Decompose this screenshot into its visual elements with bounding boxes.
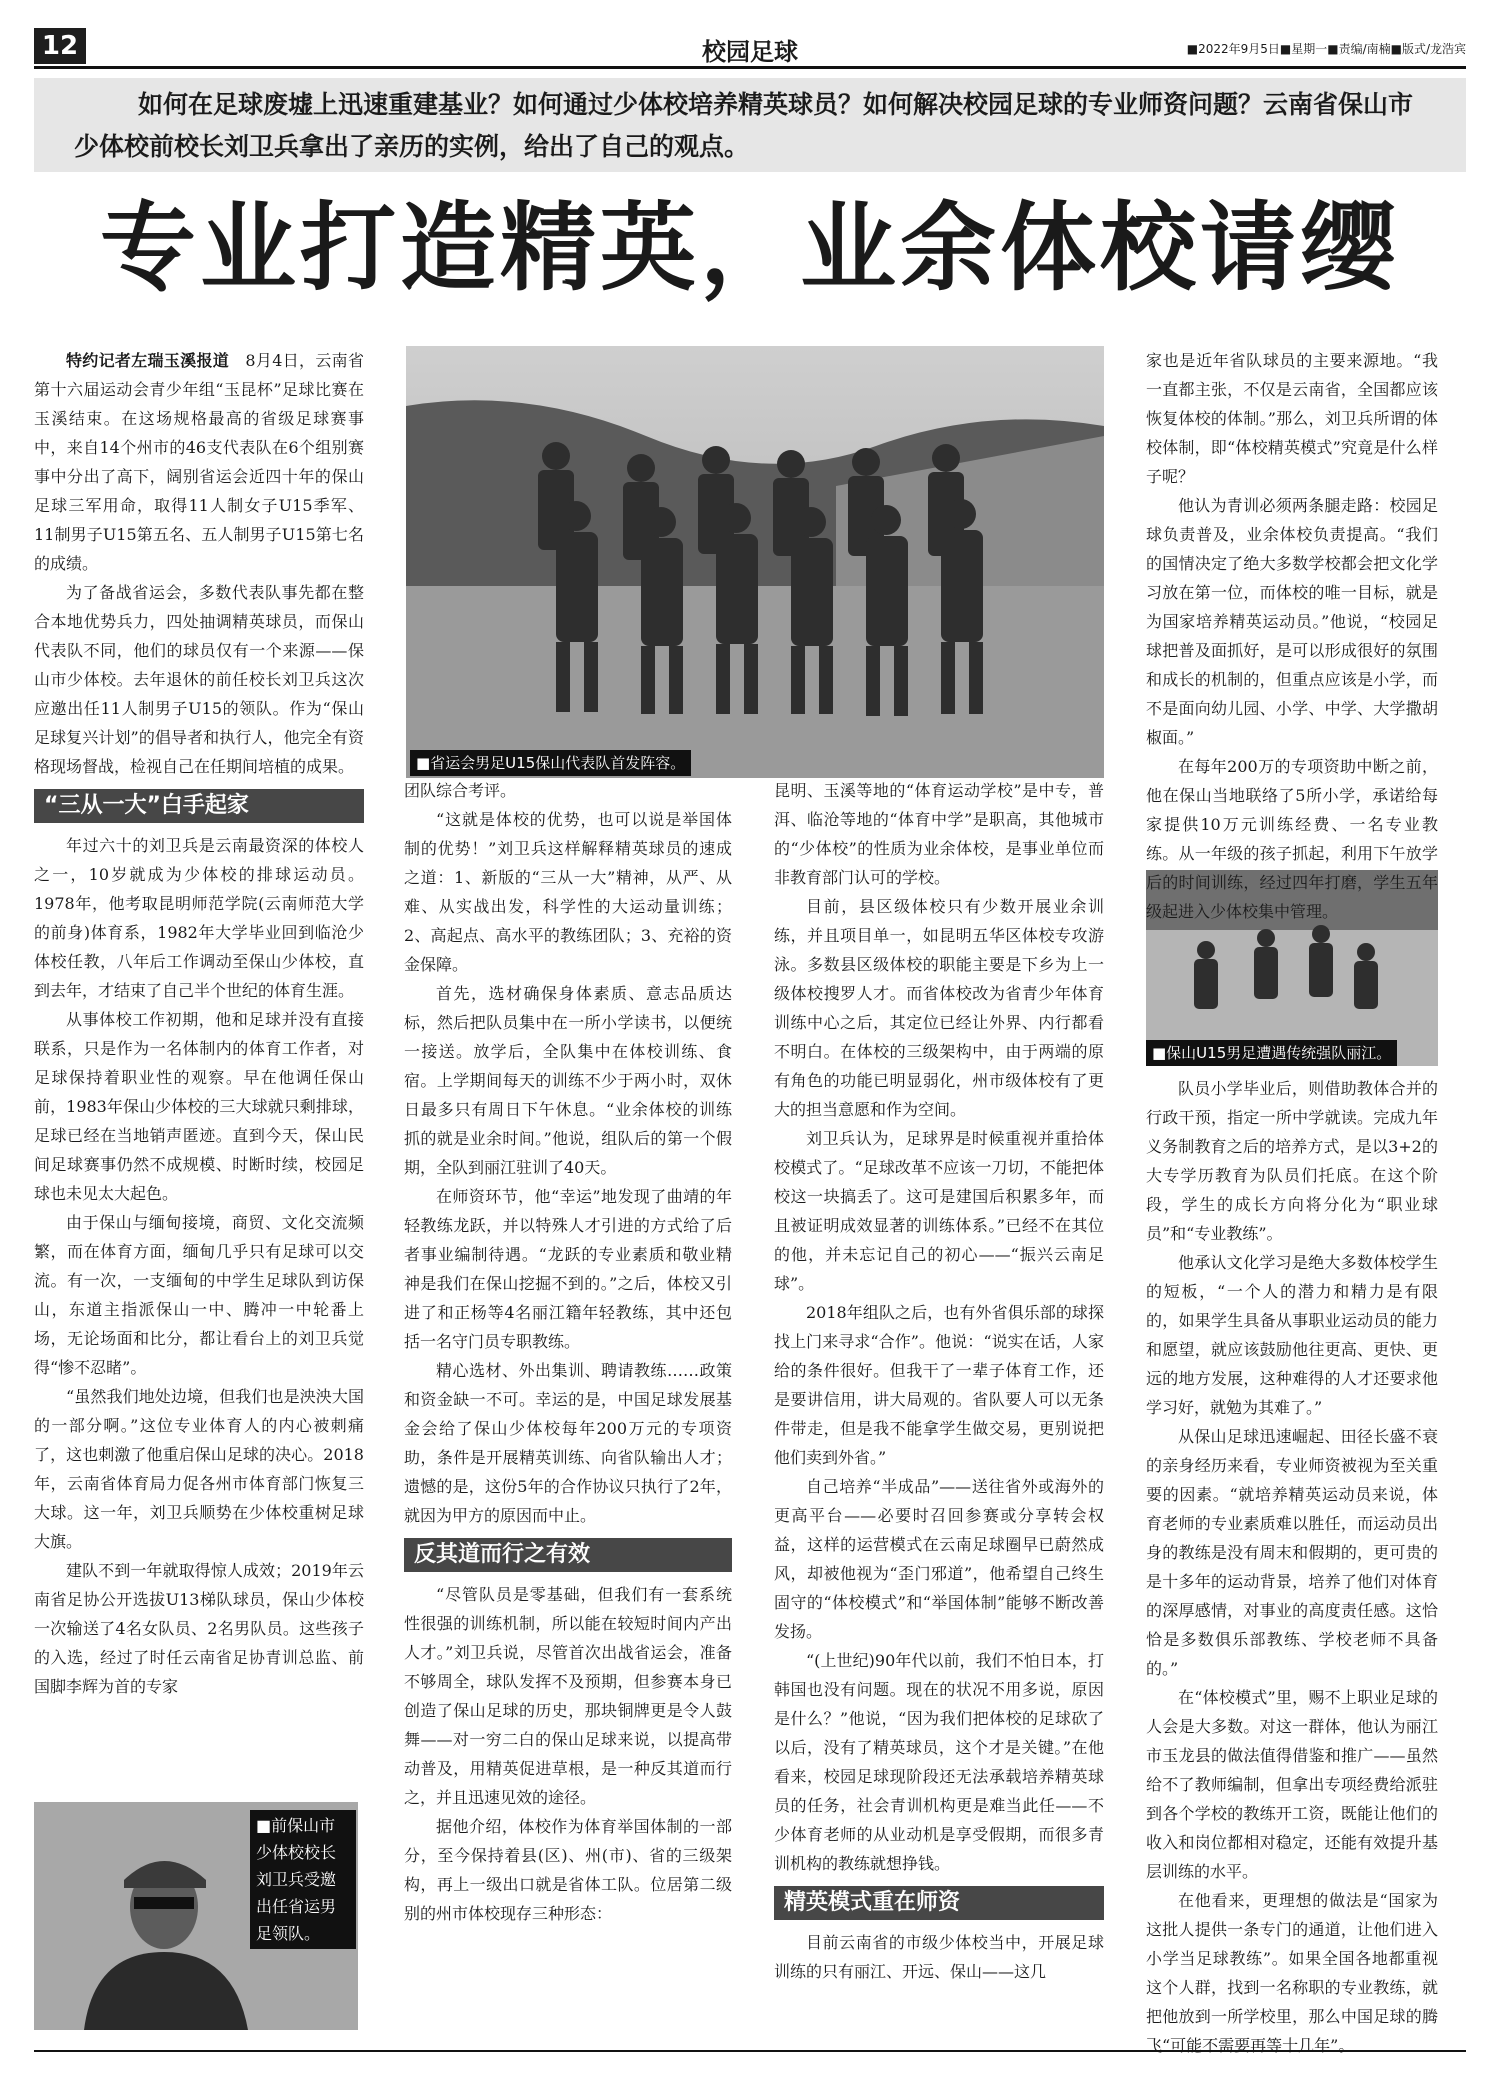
col2-para-3: 首先，选材确保身体素质、意志品质达标，然后把队员集中在一所小学读书，以便统一接送。放学后，全队集中在体校训练、食宿。上学期间每天的训练不少于两小时，双休日最多只有周日下午休息。“业余体校的训练抓的就是业余时间。”他说，组队后的第一个假期，全队到丽江驻训了40天。 (404, 984, 732, 1177)
col3-para-3: 刘卫兵认为，足球界是时候重视并重拾体校模式了。“足球改革不应该一刀切，不能把体校这一块搞丢了。这可是建国后积累多年，而且被证明成效显著的训练体系。”已经不在其位的他，并未忘记自己的初心——“振兴云南足球”。 (774, 1129, 1104, 1293)
team-photo (406, 346, 1104, 778)
col1-para-4: 从事体校工作初期，他和足球并没有直接联系，只是作为一名体制内的体育工作者，对足球保持着职业性的观察。早在他调任保山前，1983年保山少体校的三大球就只剩排球，足球已经在当地销声匿迹。直到今天，保山民间足球赛事仍然不成规模、时断时续，校园足球也未见太大起色。 (34, 1010, 364, 1203)
team-photo-caption: ■省运会男足U15保山代表队首发阵容。 (410, 750, 691, 776)
col4-para-8: 在他看来，更理想的做法是“国家为这批人提供一条专门的通道，让他们进入小学当足球教练”。如果全国各地都重视这个人群，找到一名称职的专业教练，就把他放到一所学校里，那么中国足球的腾飞“可能不需要再等十几年”。 (1146, 1891, 1438, 2055)
section-title: 校园足球 (702, 38, 798, 66)
col4-para-1: 家也是近年省队球员的主要来源地。“我一直都主张，不仅是云南省，全国都应该恢复体校的体制。”那么，刘卫兵所谓的体校体制，即“体校精英模式”究竟是什么样子呢？ (1146, 351, 1438, 486)
col1-para-6: “虽然我们地处边境，但我们也是泱泱大国的一部分啊。”这位专业体育人的内心被刺痛了，这也刺激了他重启保山足球的决心。2018年，云南省体育局力促各州市体育部门恢复三大球。这一年，刘卫兵顺势在少体校重树足球大旗。 (34, 1387, 364, 1551)
col1-para-3: 年过六十的刘卫兵是云南最资深的体校人之一，10岁就成为少体校的排球运动员。1978年，他考取昆明师范学院(云南师范大学的前身)体育系，1982年大学毕业回到临沧少体校任教，八年后工作调动至保山少体校，直到去年，才结束了自己半个世纪的体育生涯。 (34, 836, 364, 1000)
col3-para-6: “(上世纪)90年代以前，我们不怕日本，打韩国也没有问题。现在的状况不用多说，原因是什么？”他说，“因为我们把体校的足球砍了以后，没有了精英球员，这个才是关键。”在他看来，校园足球现阶段还无法承载培养精英球员的任务，社会青训机构更是难当此任——不少体育老师的从业动机是享受假期，而很多青训机构的教练就想挣钱。 (774, 1651, 1104, 1873)
byline: 特约记者左瑞玉溪报道 (66, 351, 230, 370)
col4-para-3: 在每年200万的专项资助中断之前，他在保山当地联络了5所小学，承诺给每家提供10万元训练经费、一名专业教练。从一年级的孩子抓起，利用下午放学后的时间训练，经过四年打磨，学生五年级起进入少体校集中管理。 (1146, 757, 1438, 921)
column-4 (1146, 346, 1438, 926)
col3-para-5: 自己培养“半成品”——送往省外或海外的更高平台——必要时召回参赛或分享转会权益，这样的运营模式在云南足球圈早已蔚然成风，却被他视为“歪门邪道”，他希望自己终生固守的“体校模式”和“举国体制”能够不断改善发扬。 (774, 1477, 1104, 1641)
page-number: 12 (34, 28, 86, 64)
col1-para-1 (34, 346, 364, 578)
col2-para-4: 在师资环节，他“幸运”地发现了曲靖的年轻教练龙跃，并以特殊人才引进的方式给了后者事业编制待遇。“龙跃的专业素质和敬业精神是我们在保山挖掘不到的。”之后，体校又引进了和正杨等4名丽江籍年轻教练，其中还包括一名守门员专职教练。 (404, 1187, 732, 1351)
col4-para-7: 在“体校模式”里，赐不上职业足球的人会是大多数。对这一群体，他认为丽江市玉龙县的做法值得借鉴和推广——虽然给不了教师编制，但拿出专项经费给派驻到各个学校的教练开工资，既能让他们的收入和岗位都相对稳定，还能有效提升基层训练的水平。 (1146, 1688, 1438, 1881)
col3-para-7: 目前云南省的市级少体校当中，开展足球训练的只有丽江、开远、保山——这几 (774, 1933, 1104, 1981)
col3-para-1: 昆明、玉溪等地的“体育运动学校”是中专，普洱、临沧等地的“体育中学”是职高，其他城市的“少体校”的性质为业余体校，是事业单位而非教育部门认可的学校。 (774, 781, 1104, 887)
footer-rule (34, 2050, 1466, 2052)
col2-para-5: 精心选材、外出集训、聘请教练……政策和资金缺一不可。幸运的是，中国足球发展基金会给了保山少体校每年200万元的专项资助，条件是开展精英训练、向省队输出人才；遗憾的是，这份5年的合作协议只执行了2年，就因为甲方的原因而中止。 (404, 1361, 732, 1525)
masthead (34, 28, 1466, 69)
deck: 如何在足球废墟上迅速重建基业？如何通过少体校培养精英球员？如何解决校园足球的专业师资问题？云南省保山市少体校前校长刘卫兵拿出了亲历的实例，给出了自己的观点。 (34, 78, 1466, 172)
column-2 (404, 776, 732, 1928)
col2-para-6: “尽管队员是零基础，但我们有一套系统性很强的训练机制，所以能在较短时间内产出人才。”刘卫兵说，尽管首次出战省运会，准备不够周全，球队发挥不及预期，但参赛本身已创造了保山足球的历史，那块铜牌更是令人鼓舞——对一穷二白的保山足球来说，以提高带动普及，用精英促进草根，是一种反其道而行之，并且迅速见效的途径。 (404, 1585, 732, 1807)
column-1 (34, 346, 364, 1701)
col2-para-7: 据他介绍，体校作为体育举国体制的一部分，至今保持着县(区)、州(市)、省的三级架构，再上一级出口就是省体工队。位居第二级别的州市体校现存三种形态： (404, 1817, 732, 1923)
column-3 (774, 776, 1104, 1986)
column-4-lower (1146, 1074, 1438, 2060)
match-photo-caption: ■保山U15男足遭遇传统强队丽江。 (1146, 1040, 1397, 1066)
col2-para-1: 团队综合考评。 (404, 781, 517, 800)
col4-para-4: 队员小学毕业后，则借助教体合并的行政干预，指定一所中学就读。完成九年义务制教育之后的培养方式，是以3+2的大专学历教育为队员们托底。在这个阶段，学生的成长方向将分化为“职业球员”和“专业教练”。 (1146, 1079, 1438, 1243)
col4-para-6: 从保山足球迅速崛起、田径长盛不衰的亲身经历来看，专业师资被视为至关重要的因素。“就培养精英运动员来说，体育老师的专业素质难以胜任，而运动员出身的教练是没有周末和假期的，更可贵的是十多年的运动背景，培养了他们对体育的深厚感情，对事业的高度责任感。这恰恰是多数俱乐部教练、学校老师不具备的。” (1146, 1427, 1438, 1678)
headline: 专业打造精英，业余体校请缨 (100, 191, 1400, 304)
col1-text-1: 8月4日，云南省第十六届运动会青少年组“玉昆杯”足球比赛在玉溪结束。在这场规格最高的省级足球赛事中，来自14个州市的46支代表队在6个组别赛事中分出了高下，阔别省运会近四十年的保山足球三军用命，取得11人制女子U15季军、11制男子U15第五名、五人制男子U15第七名的成绩。 (34, 351, 364, 573)
col4-para-2: 他认为青训必须两条腿走路：校园足球负责普及，业余体校负责提高。“我们的国情决定了绝大多数学校都会把文化学习放在第一位，而体校的唯一目标，就是为国家培养精英运动员。”他说，“校园足球把普及面抓好，是可以形成很好的氛围和成长的机制的，但重点应该是小学，而不是面向幼儿园、小学、中学、大学撒胡椒面。” (1146, 496, 1438, 747)
col1-para-7: 建队不到一年就取得惊人成效；2019年云南省足协公开选拔U13梯队球员，保山少体校一次输送了4名女队员、2名男队员。这些孩子的入选，经过了时任云南省足协青训总监、前国脚李辉为首的专家 (34, 1561, 364, 1696)
col2-para-2: “这就是体校的优势，也可以说是举国体制的优势！”刘卫兵这样解释精英球员的速成之道：1、新版的“三从一大”精神，从严、从难、从实战出发，科学性的大运动量训练；2、高起点、高水平的教练团队；3、充裕的资金保障。 (404, 810, 732, 974)
col4-para-5: 他承认文化学习是绝大多数体校学生的短板，“一个人的潜力和精力是有限的，如果学生具备从事职业运动员的能力和愿望，就应该鼓励他往更高、更快、更远的地方发展，这种难得的人才还要求他学习好，就勉为其难了。” (1146, 1253, 1438, 1417)
issue-meta: ■2022年9月5日■星期一■责编/南楠■版式/龙浩宾 (1186, 42, 1466, 56)
subhead-3: 精英模式重在师资 (774, 1886, 1104, 1920)
subhead-1: “三从一大”白手起家 (34, 789, 364, 823)
col3-para-4: 2018年组队之后，也有外省俱乐部的球探找上门来寻求“合作”。他说：“说实在话，人家给的条件很好。但我干了一辈子体育工作，还是要讲信用，讲大局观的。省队要人可以无条件带走，但是我不能拿学生做交易，更别说把他们卖到外省。” (774, 1303, 1104, 1467)
col3-para-2: 目前，县区级体校只有少数开展业余训练，并且项目单一，如昆明五华区体校专攻游泳。多数县区级体校的职能主要是下乡为上一级体校搜罗人才。而省体校改为省青少年体育训练中心之后，其定位已经让外界、内行都看不明白。在体校的三级架构中，由于两端的原有角色的功能已明显弱化，州市级体校有了更大的担当意愿和作为空间。 (774, 897, 1104, 1119)
col1-para-2: 为了备战省运会，多数代表队事先都在整合本地优势兵力，四处抽调精英球员，而保山代表队不同，他们的球员仅有一个来源——保山市少体校。去年退休的前任校长刘卫兵这次应邀出任11人制男子U15的领队。作为“保山足球复兴计划”的倡导者和执行人，他完全有资格现场督战，检视自己在任期间培植的成果。 (34, 583, 364, 776)
col1-para-5: 由于保山与缅甸接境，商贸、文化交流频繁，而在体育方面，缅甸几乎只有足球可以交流。有一次，一支缅甸的中学生足球队到访保山，东道主指派保山一中、腾冲一中轮番上场，无论场面和比分，都让看台上的刘卫兵觉得“惨不忍睹”。 (34, 1213, 364, 1377)
team-photo-image (406, 346, 1104, 778)
subhead-2: 反其道而行之有效 (404, 1538, 732, 1572)
portrait-caption: ■前保山市少体校校长刘卫兵受邀出任省运男足领队。 (250, 1810, 356, 1949)
